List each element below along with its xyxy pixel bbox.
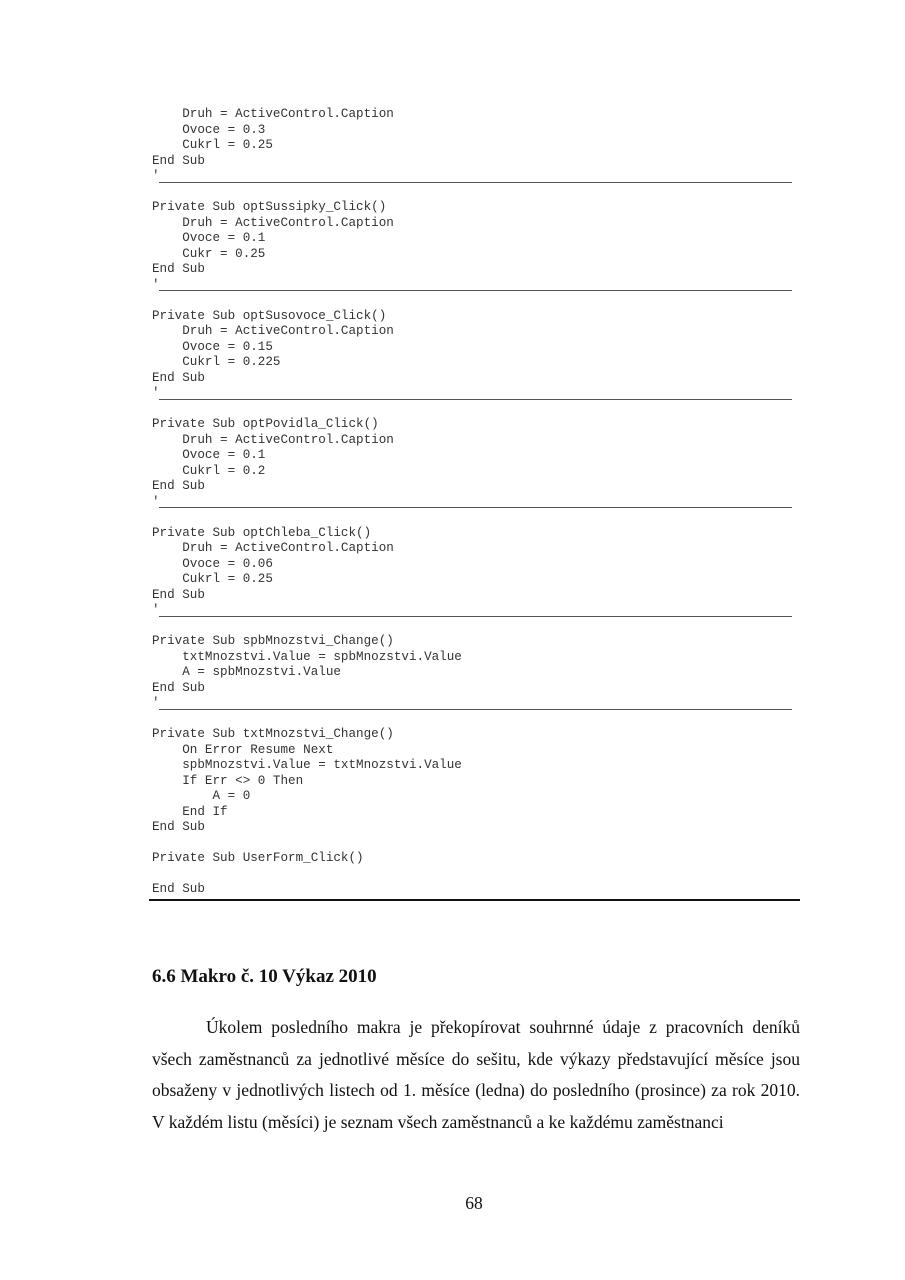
code-separator: ' (152, 696, 800, 712)
code-line: Ovoce = 0.15 (152, 339, 273, 354)
code-line (152, 185, 800, 201)
code-line: Private Sub txtMnozstvi_Change() (152, 727, 394, 741)
page-number: 68 (465, 1193, 483, 1213)
code-line: End Sub (152, 820, 205, 834)
code-line (152, 293, 800, 309)
code-separator: ' (152, 386, 800, 402)
code-line: Druh = ActiveControl.Caption (152, 541, 394, 555)
code-separator: ' (152, 278, 800, 294)
code-line: End If (152, 804, 228, 819)
code-line (152, 712, 800, 728)
code-listing (152, 107, 800, 898)
code-separator: ' (152, 603, 800, 619)
code-line: End Sub (152, 262, 205, 276)
code-line (152, 402, 800, 418)
section-heading: 6.6 Makro č. 10 Výkaz 2010 (152, 966, 377, 987)
code-line: End Sub (152, 882, 205, 896)
code-line: A = 0 (152, 789, 251, 803)
code-separator: ' (152, 169, 800, 185)
code-line: Private Sub optSusovoce_Click() (152, 308, 387, 323)
code-line: Cukrl = 0.25 (152, 138, 273, 152)
code-line: spbMnozstvi.Value = txtMnozstvi.Value (152, 758, 462, 772)
code-line: Ovoce = 0.1 (152, 231, 266, 245)
code-line: End Sub (152, 680, 205, 695)
code-line: End Sub (152, 370, 205, 385)
code-line: Druh = ActiveControl.Caption (152, 324, 394, 338)
code-line: Cukrl = 0.25 (152, 572, 273, 586)
code-line: Ovoce = 0.3 (152, 122, 266, 137)
code-line: If Err <> 0 Then (152, 773, 304, 788)
code-line: Ovoce = 0.1 (152, 448, 266, 462)
code-line: Druh = ActiveControl.Caption (152, 107, 394, 121)
code-line: End Sub (152, 479, 205, 493)
code-line: Private Sub UserForm_Click() (152, 851, 364, 865)
code-line: Private Sub optSussipky_Click() (152, 200, 387, 214)
body-paragraph: Úkolem posledního makra je překopírovat souhrnné údaje z pracovních deníků všech zaměstnanců za jednotlivé měsíce do sešitu, kde výkazy představující měsíce jsou obsaženy v jednotlivých listech od 1. měsíce (ledna) do posledního (prosince) za rok 2010. V každém listu (měsíci) je seznam všech zaměstnanců a ke každému zaměstnanci (152, 1017, 800, 1132)
code-line (152, 867, 800, 883)
code-line: Cukr = 0.25 (152, 246, 266, 261)
code-end-rule (149, 899, 800, 901)
code-line (152, 619, 800, 635)
code-separator: ' (152, 495, 800, 511)
code-line: Private Sub spbMnozstvi_Change() (152, 634, 394, 648)
code-line: End Sub (152, 153, 205, 168)
code-line (152, 510, 800, 526)
code-line: Druh = ActiveControl.Caption (152, 432, 394, 447)
code-line: Ovoce = 0.06 (152, 556, 273, 571)
code-line: Private Sub optChleba_Click() (152, 525, 372, 540)
code-line: txtMnozstvi.Value = spbMnozstvi.Value (152, 649, 462, 664)
code-line: Cukrl = 0.225 (152, 355, 281, 369)
code-line: Private Sub optPovidla_Click() (152, 417, 379, 431)
code-line: Druh = ActiveControl.Caption (152, 215, 394, 230)
code-line: A = spbMnozstvi.Value (152, 665, 341, 679)
code-line (152, 836, 800, 852)
code-line: Cukrl = 0.2 (152, 463, 266, 478)
code-line: End Sub (152, 587, 205, 602)
code-line: On Error Resume Next (152, 742, 334, 757)
